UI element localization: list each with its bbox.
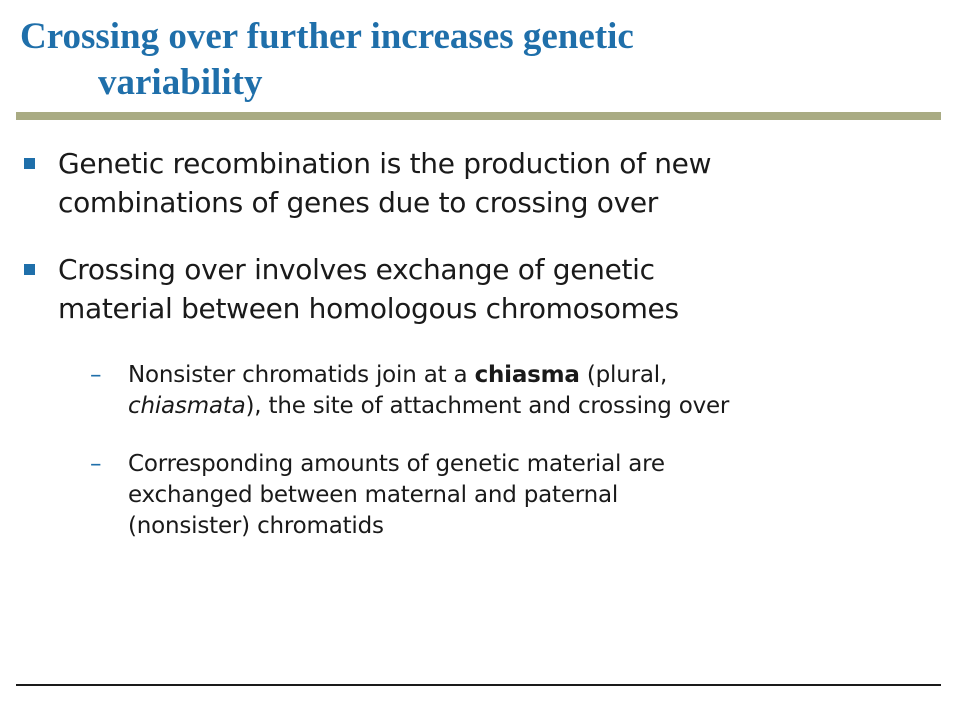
square-bullet-icon bbox=[24, 264, 35, 275]
subbullet-text-line: Corresponding amounts of genetic material are bbox=[128, 451, 665, 477]
slide-title bbox=[20, 14, 920, 106]
footer-divider bbox=[16, 684, 941, 686]
subbullet-text-line bbox=[128, 360, 932, 391]
dash-bullet-icon: – bbox=[90, 451, 102, 477]
title-line-2: variability bbox=[98, 62, 263, 103]
term-chiasmata: chiasmata bbox=[128, 393, 246, 419]
subbullet-text-line: exchanged between maternal and paternal bbox=[128, 482, 619, 508]
subbullet-text: (plural, bbox=[579, 362, 668, 388]
subbullet-exchange bbox=[22, 449, 932, 542]
bullet-genetic-recombination bbox=[22, 144, 932, 222]
title-line-1: Crossing over further increases genetic bbox=[20, 16, 634, 57]
dash-bullet-icon: – bbox=[90, 362, 102, 388]
bullet-text-line: Crossing over involves exchange of genetic bbox=[58, 253, 655, 286]
subbullet-text-line: (nonsister) chromatids bbox=[128, 513, 384, 539]
subbullet-text-line bbox=[128, 391, 932, 422]
bullet-text-line: Genetic recombination is the production of new bbox=[58, 147, 712, 180]
subbullet-chiasma bbox=[22, 360, 932, 422]
slide-body bbox=[22, 144, 932, 542]
term-chiasma: chiasma bbox=[474, 362, 580, 388]
subbullet-text: Nonsister chromatids join at a bbox=[128, 362, 475, 388]
bullet-text-line: combinations of genes due to crossing over bbox=[58, 186, 659, 219]
bullet-text-line: material between homologous chromosomes bbox=[58, 292, 679, 325]
bullet-crossing-over bbox=[22, 250, 932, 328]
title-divider bbox=[16, 112, 941, 120]
subbullet-text: ), the site of attachment and crossing over bbox=[245, 393, 730, 419]
square-bullet-icon bbox=[24, 158, 35, 169]
